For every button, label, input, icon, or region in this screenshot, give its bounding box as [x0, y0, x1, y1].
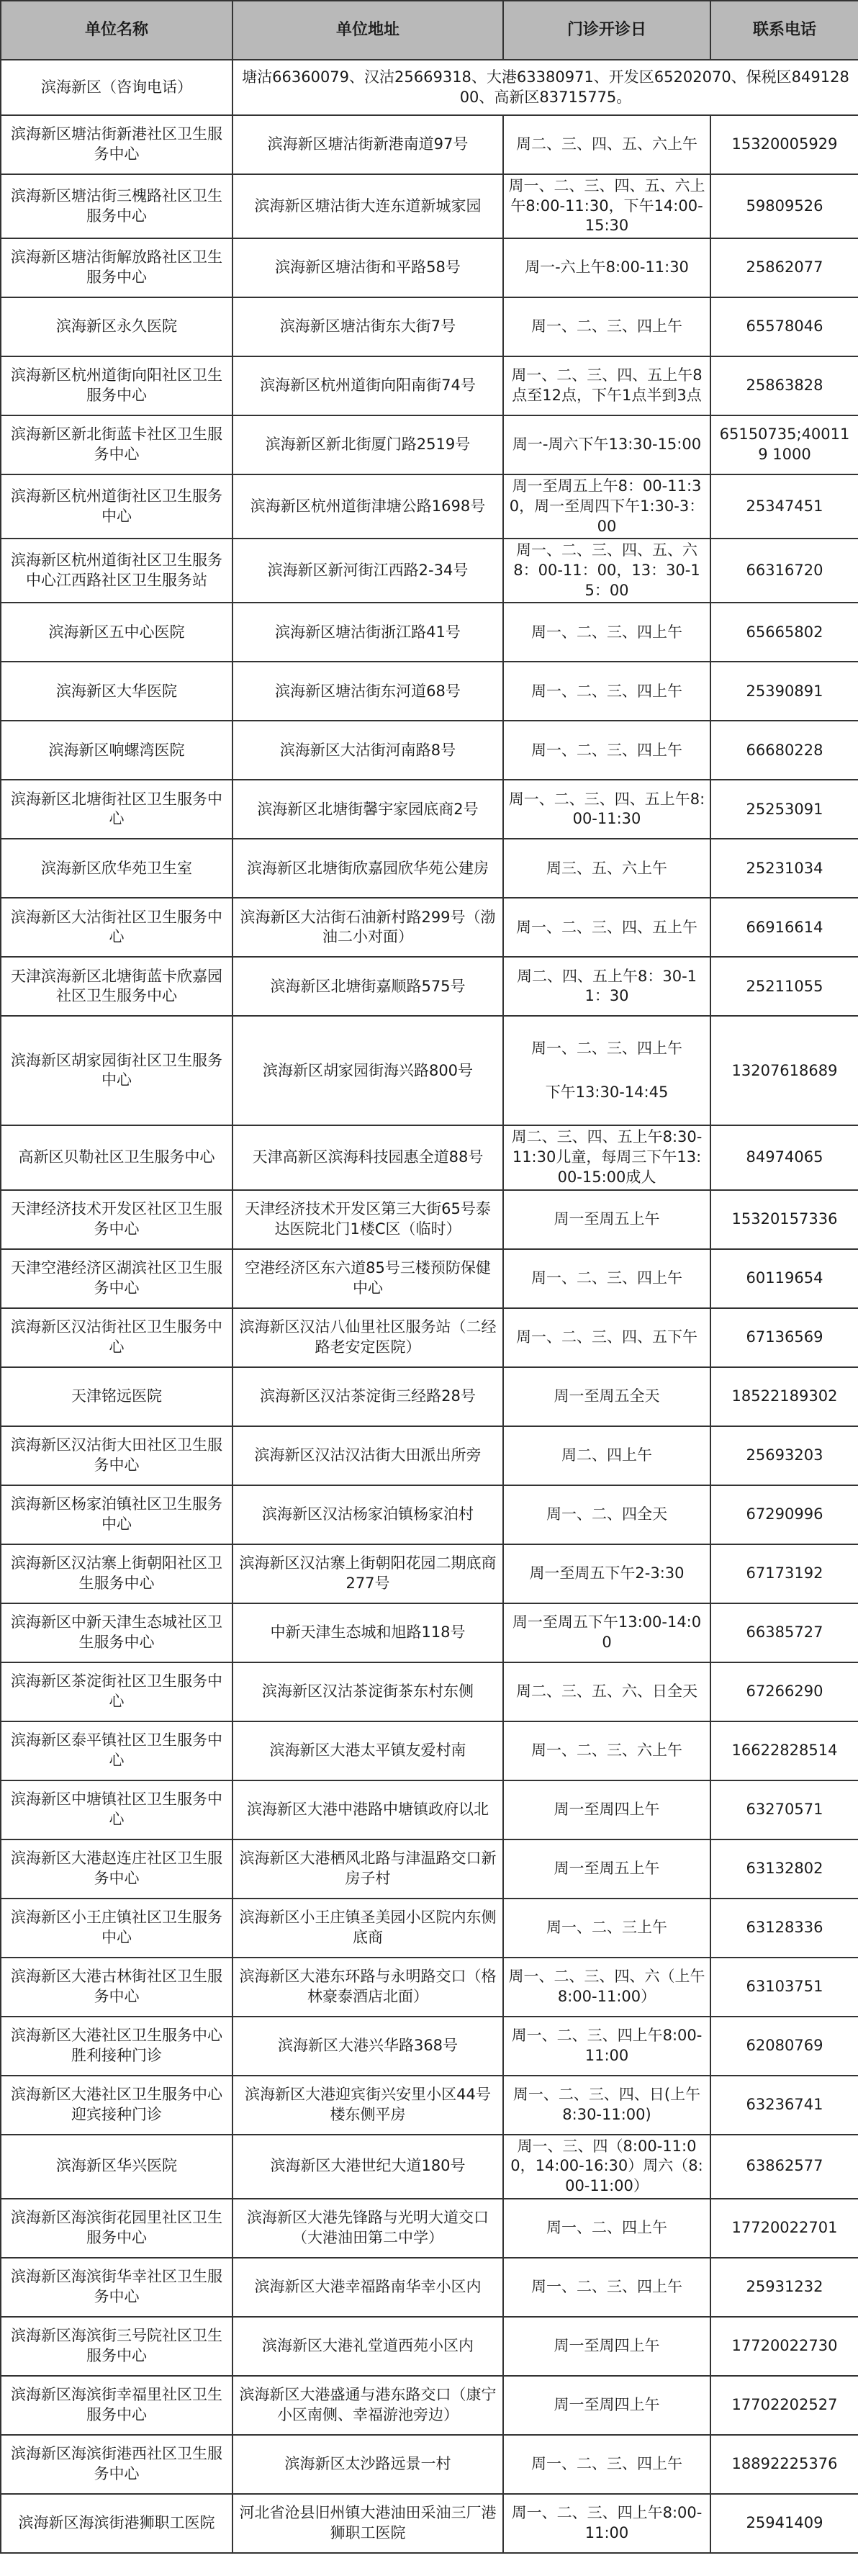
cell-days: 周二、三、四、五、六上午: [503, 115, 710, 174]
table-row: [1, 297, 858, 356]
cell-days: 周一、二、三、四、五、六8：00-11：00，13：30-15：00: [503, 539, 710, 603]
cell-name: 滨海新区塘沽街解放路社区卫生服务中心: [1, 238, 232, 297]
cell-days: 周一至周四上午: [503, 2317, 710, 2376]
cell-name: 滨海新区泰平镇社区卫生服务中心: [1, 1721, 232, 1780]
cell-phone: 65665802: [710, 603, 858, 662]
table-row: [1, 1125, 858, 1189]
cell-name: 天津经济技术开发区社区卫生服务中心: [1, 1190, 232, 1249]
header-address: 单位地址: [232, 1, 503, 60]
cell-days: 周一、二、三、四、六（上午8:00-11:00）: [503, 1958, 710, 2017]
cell-name: 滨海新区海滨街港西社区卫生服务中心: [1, 2435, 232, 2494]
cell-address: 滨海新区北塘街欣嘉园欣华苑公建房: [232, 839, 503, 898]
cell-days: 周一、二、三、四上午: [503, 297, 710, 356]
cell-address: 滨海新区大沽街河南路8号: [232, 721, 503, 780]
cell-days: 周一至周五全天: [503, 1367, 710, 1426]
cell-days: 周一、二、三、四上午: [503, 2258, 710, 2317]
cell-name: 滨海新区大华医院: [1, 662, 232, 721]
cell-phone: 67266290: [710, 1662, 858, 1721]
cell-phone: 59809526: [710, 174, 858, 238]
cell-address: 滨海新区塘沽街新港南道97号: [232, 115, 503, 174]
cell-name: 滨海新区海滨街花园里社区卫生服务中心: [1, 2199, 232, 2258]
table-row: [1, 957, 858, 1016]
cell-days: 周一、三、四（8:00-11:00，14:00-16:30）周六（8:00-11:00）: [503, 2135, 710, 2199]
table-row: [1, 1899, 858, 1958]
cell-phone: 25862077: [710, 238, 858, 297]
cell-name: 滨海新区中塘镇社区卫生服务中心: [1, 1780, 232, 1839]
cell-days: 周一、二、三、四上午: [503, 603, 710, 662]
cell-phone: 25693203: [710, 1426, 858, 1485]
header-phone: 联系电话: [710, 1, 858, 60]
cell-address: 滨海新区塘沽街和平路58号: [232, 238, 503, 297]
cell-phone: 15320157336: [710, 1190, 858, 1249]
cell-days: 周一、二、三、六上午: [503, 1721, 710, 1780]
table-row: [1, 1958, 858, 2017]
cell-name: 滨海新区大港社区卫生服务中心胜利接种门诊: [1, 2017, 232, 2076]
table-row: [1, 662, 858, 721]
cell-phone: 15320005929: [710, 115, 858, 174]
table-row: [1, 1603, 858, 1662]
cell-days: 周一、二、三、四上午: [503, 662, 710, 721]
cell-phone: 66916614: [710, 898, 858, 957]
header-name: 单位名称: [1, 1, 232, 60]
cell-phone: 65578046: [710, 297, 858, 356]
table-row: [1, 356, 858, 415]
cell-address: 天津高新区滨海科技园惠全道88号: [232, 1125, 503, 1189]
table-row: [1, 115, 858, 174]
cell-address: 滨海新区塘沽街东大街7号: [232, 297, 503, 356]
table-row: [1, 2317, 858, 2376]
table-row: [1, 2258, 858, 2317]
cell-days-divider: [508, 1058, 705, 1083]
cell-address: 滨海新区大港栖风北路与津温路交口新房子村: [232, 1839, 503, 1899]
cell-name: 天津空港经济区湖滨社区卫生服务中心: [1, 1249, 232, 1308]
consult-name: 滨海新区（咨询电话）: [1, 60, 232, 115]
cell-name: 滨海新区汉沽寨上街朝阳社区卫生服务中心: [1, 1544, 232, 1603]
cell-phone: 18892225376: [710, 2435, 858, 2494]
cell-name: 滨海新区茶淀街社区卫生服务中心: [1, 1662, 232, 1721]
table-row: [1, 174, 858, 238]
cell-days: 周一、二、三、四、五、六上午8:00-11:30，下午14:00-15:30: [503, 174, 710, 238]
cell-phone: 84974065: [710, 1125, 858, 1189]
table-row: [1, 2376, 858, 2435]
cell-name: 滨海新区海滨街三号院社区卫生服务中心: [1, 2317, 232, 2376]
cell-address: 天津经济技术开发区第三大街65号泰达医院北门1楼C区（临时）: [232, 1190, 503, 1249]
table-row: [1, 780, 858, 839]
cell-address: 滨海新区太沙路远景一村: [232, 2435, 503, 2494]
cell-name: 滨海新区华兴医院: [1, 2135, 232, 2199]
cell-name: 滨海新区欣华苑卫生室: [1, 839, 232, 898]
cell-days: 周一至周四上午: [503, 1780, 710, 1839]
cell-days: 周一、二、三、四、五上午: [503, 898, 710, 957]
cell-days: 周一至周五下午2-3:30: [503, 1544, 710, 1603]
cell-name: 滨海新区海滨街港狮职工医院: [1, 2494, 232, 2553]
cell-address: 滨海新区塘沽街大连东道新城家园: [232, 174, 503, 238]
consult-phones: 塘沽66360079、汉沽25669318、大港63380971、开发区65202070、保税区84912800、高新区83715775。: [232, 60, 858, 115]
cell-phone: 66316720: [710, 539, 858, 603]
cell-address: 滨海新区新河街江西路2-34号: [232, 539, 503, 603]
cell-address: 滨海新区大港先锋路与光明大道交口（大港油田第二中学）: [232, 2199, 503, 2258]
cell-address: 滨海新区汉沽茶淀街三经路28号: [232, 1367, 503, 1426]
cell-days: 周一、二、四上午: [503, 2199, 710, 2258]
cell-days: 周一、二、三、四上午: [503, 1249, 710, 1308]
cell-phone: 25941409: [710, 2494, 858, 2553]
cell-name: 滨海新区大港古林街社区卫生服务中心: [1, 1958, 232, 2017]
cell-days: 周二、三、四、五上午8:30-11:30儿童，每周三下午13:00-15:00成人: [503, 1125, 710, 1189]
cell-phone: 62080769: [710, 2017, 858, 2076]
table-row: [1, 1190, 858, 1249]
cell-days: 周一、二、三、四上午8:00-11:00: [503, 2017, 710, 2076]
cell-phone: 25231034: [710, 839, 858, 898]
table-row: [1, 1426, 858, 1485]
table-row: [1, 1780, 858, 1839]
cell-name: 滨海新区杭州道街向阳社区卫生服务中心: [1, 356, 232, 415]
cell-name: 滨海新区塘沽街三槐路社区卫生服务中心: [1, 174, 232, 238]
cell-name: 高新区贝勒社区卫生服务中心: [1, 1125, 232, 1189]
table-row: [1, 1308, 858, 1367]
cell-name: 滨海新区胡家园街社区卫生服务中心: [1, 1016, 232, 1125]
cell-days: 周一、二、三上午: [503, 1899, 710, 1958]
cell-name: 天津铭远医院: [1, 1367, 232, 1426]
cell-phone: 67173192: [710, 1544, 858, 1603]
table-row: [1, 839, 858, 898]
cell-phone: 25253091: [710, 780, 858, 839]
table-row: [1, 474, 858, 539]
cell-phone: 67290996: [710, 1485, 858, 1544]
cell-address: 滨海新区汉沽寨上街朝阳花园二期底商277号: [232, 1544, 503, 1603]
cell-name: 天津滨海新区北塘街蓝卡欣嘉园社区卫生服务中心: [1, 957, 232, 1016]
cell-days: 周一至周五上午: [503, 1839, 710, 1899]
table-row: [1, 415, 858, 474]
table-row: [1, 1249, 858, 1308]
cell-phone: 60119654: [710, 1249, 858, 1308]
cell-phone: 67136569: [710, 1308, 858, 1367]
cell-address: 滨海新区塘沽街浙江路41号: [232, 603, 503, 662]
cell-address: 滨海新区北塘街馨宇家园底商2号: [232, 780, 503, 839]
cell-phone: 63236741: [710, 2076, 858, 2135]
cell-days: 周一至周四上午: [503, 2376, 710, 2435]
consult-row: [1, 60, 858, 115]
cell-days: 周二、四、五上午8：30-11：30: [503, 957, 710, 1016]
table-row: [1, 2135, 858, 2199]
table-row: [1, 1367, 858, 1426]
cell-phone: 25390891: [710, 662, 858, 721]
cell-address: 滨海新区小王庄镇圣美园小区院内东侧底商: [232, 1899, 503, 1958]
cell-address: 滨海新区大港东环路与永明路交口（格林豪泰酒店北面）: [232, 1958, 503, 2017]
cell-name: 滨海新区塘沽街新港社区卫生服务中心: [1, 115, 232, 174]
cell-address: 滨海新区杭州道街向阳南街74号: [232, 356, 503, 415]
cell-phone: 63128336: [710, 1899, 858, 1958]
cell-address: 滨海新区汉沽杨家泊镇杨家泊村: [232, 1485, 503, 1544]
table-row: [1, 1485, 858, 1544]
cell-days: 周一、二、三、四上午8:00-11:00: [503, 2494, 710, 2553]
cell-phone: 63270571: [710, 1780, 858, 1839]
cell-days: 周一、二、三、四、五下午: [503, 1308, 710, 1367]
cell-phone: 25863828: [710, 356, 858, 415]
cell-days: [503, 1016, 710, 1125]
cell-days: 周一至周五上午8：00-11:30，周一至周四下午1:30-3：00: [503, 474, 710, 539]
cell-address: 滨海新区北塘街嘉顺路575号: [232, 957, 503, 1016]
cell-name: 滨海新区中新天津生态城社区卫生服务中心: [1, 1603, 232, 1662]
cell-name: 滨海新区杨家泊镇社区卫生服务中心: [1, 1485, 232, 1544]
table-row: [1, 539, 858, 603]
table-row: [1, 1721, 858, 1780]
cell-phone: 17720022730: [710, 2317, 858, 2376]
cell-phone: 17702202527: [710, 2376, 858, 2435]
table-row: [1, 2435, 858, 2494]
cell-phone: 16622828514: [710, 1721, 858, 1780]
cell-name: 滨海新区汉沽街社区卫生服务中心: [1, 1308, 232, 1367]
cell-address: 滨海新区大港兴华路368号: [232, 2017, 503, 2076]
cell-name: 滨海新区汉沽街大田社区卫生服务中心: [1, 1426, 232, 1485]
cell-address: 滨海新区汉沽八仙里社区服务站（二经路老安定医院）: [232, 1308, 503, 1367]
cell-name: 滨海新区新北街蓝卡社区卫生服务中心: [1, 415, 232, 474]
cell-address: 滨海新区杭州道街津塘公路1698号: [232, 474, 503, 539]
cell-name: 滨海新区海滨街幸福里社区卫生服务中心: [1, 2376, 232, 2435]
cell-name: 滨海新区海滨街华幸社区卫生服务中心: [1, 2258, 232, 2317]
cell-address: 滨海新区大港中港路中塘镇政府以北: [232, 1780, 503, 1839]
table-row: [1, 2076, 858, 2135]
cell-phone: 13207618689: [710, 1016, 858, 1125]
cell-name: 滨海新区大港社区卫生服务中心迎宾接种门诊: [1, 2076, 232, 2135]
cell-phone: 63132802: [710, 1839, 858, 1899]
cell-phone: 65150735;400119 1000: [710, 415, 858, 474]
cell-name: 滨海新区五中心医院: [1, 603, 232, 662]
cell-phone: 18522189302: [710, 1367, 858, 1426]
cell-address: 中新天津生态城和旭路118号: [232, 1603, 503, 1662]
cell-days: 周一至周五上午: [503, 1190, 710, 1249]
cell-name: 滨海新区杭州道街社区卫生服务中心: [1, 474, 232, 539]
cell-phone: 25211055: [710, 957, 858, 1016]
cell-name: 滨海新区响螺湾医院: [1, 721, 232, 780]
cell-days: 周二、三、五、六、日全天: [503, 1662, 710, 1721]
cell-address: 河北省沧县旧州镇大港油田采油三厂港狮职工医院: [232, 2494, 503, 2553]
cell-address: 滨海新区大港迎宾街兴安里小区44号楼东侧平房: [232, 2076, 503, 2135]
cell-days: 周一、二、三、四、五上午8:00-11:30: [503, 780, 710, 839]
cell-days: 周一、二、三、四、五上午8点至12点，下午1点半到3点: [503, 356, 710, 415]
cell-address: 滨海新区塘沽街东河道68号: [232, 662, 503, 721]
cell-name: 滨海新区杭州道街社区卫生服务中心江西路社区卫生服务站: [1, 539, 232, 603]
cell-address: 滨海新区汉沽茶淀街茶东村东侧: [232, 1662, 503, 1721]
cell-days: 周一、二、四全天: [503, 1485, 710, 1544]
cell-days: 周一-六上午8:00-11:30: [503, 238, 710, 297]
cell-phone: 25347451: [710, 474, 858, 539]
cell-phone: 25931232: [710, 2258, 858, 2317]
cell-days: 周三、五、六上午: [503, 839, 710, 898]
cell-days: 周一、二、三、四上午: [503, 721, 710, 780]
cell-days: 周一、二、三、四上午: [503, 2435, 710, 2494]
cell-days-morning: 周一、二、三、四上午: [531, 1039, 682, 1057]
table-row: [1, 238, 858, 297]
cell-phone: 17720022701: [710, 2199, 858, 2258]
cell-days-afternoon: 下午13:30-14:45: [545, 1084, 669, 1102]
header-days: 门诊开诊日: [503, 1, 710, 60]
cell-name: 滨海新区大港赵连庄社区卫生服务中心: [1, 1839, 232, 1899]
cell-address: 滨海新区大港幸福路南华幸小区内: [232, 2258, 503, 2317]
table-row: [1, 2017, 858, 2076]
cell-days: 周一-周六下午13:30-15:00: [503, 415, 710, 474]
table-row: [1, 1544, 858, 1603]
table-row: [1, 1662, 858, 1721]
cell-days: 周二、四上午: [503, 1426, 710, 1485]
cell-phone: 66680228: [710, 721, 858, 780]
cell-address: 滨海新区大沽街石油新村路299号（渤油二小对面）: [232, 898, 503, 957]
cell-phone: 66385727: [710, 1603, 858, 1662]
cell-address: 滨海新区胡家园街海兴路800号: [232, 1016, 503, 1125]
cell-address: 滨海新区汉沽汉沽街大田派出所旁: [232, 1426, 503, 1485]
cell-name: 滨海新区永久医院: [1, 297, 232, 356]
table-row: [1, 603, 858, 662]
cell-name: 滨海新区北塘街社区卫生服务中心: [1, 780, 232, 839]
cell-days: 周一至周五下午13:00-14:00: [503, 1603, 710, 1662]
cell-address: 空港经济区东六道85号三楼预防保健中心: [232, 1249, 503, 1308]
cell-address: 滨海新区大港世纪大道180号: [232, 2135, 503, 2199]
header-row: [1, 1, 858, 60]
cell-name: 滨海新区大沽街社区卫生服务中心: [1, 898, 232, 957]
cell-address: 滨海新区新北街厦门路2519号: [232, 415, 503, 474]
cell-days: 周一、二、三、四、日(上午8:30-11:00): [503, 2076, 710, 2135]
cell-address: 滨海新区大港太平镇友爱村南: [232, 1721, 503, 1780]
table-row: [1, 721, 858, 780]
cell-phone: 63862577: [710, 2135, 858, 2199]
table-row: [1, 2494, 858, 2553]
cell-address: 滨海新区大港盛通与港东路交口（康宁小区南侧、幸福游池旁边）: [232, 2376, 503, 2435]
cell-name: 滨海新区小王庄镇社区卫生服务中心: [1, 1899, 232, 1958]
cell-phone: 63103751: [710, 1958, 858, 2017]
cell-address: 滨海新区大港礼堂道西苑小区内: [232, 2317, 503, 2376]
table-row: [1, 1016, 858, 1125]
table-row: [1, 2199, 858, 2258]
table-row: [1, 898, 858, 957]
table-row: [1, 1839, 858, 1899]
